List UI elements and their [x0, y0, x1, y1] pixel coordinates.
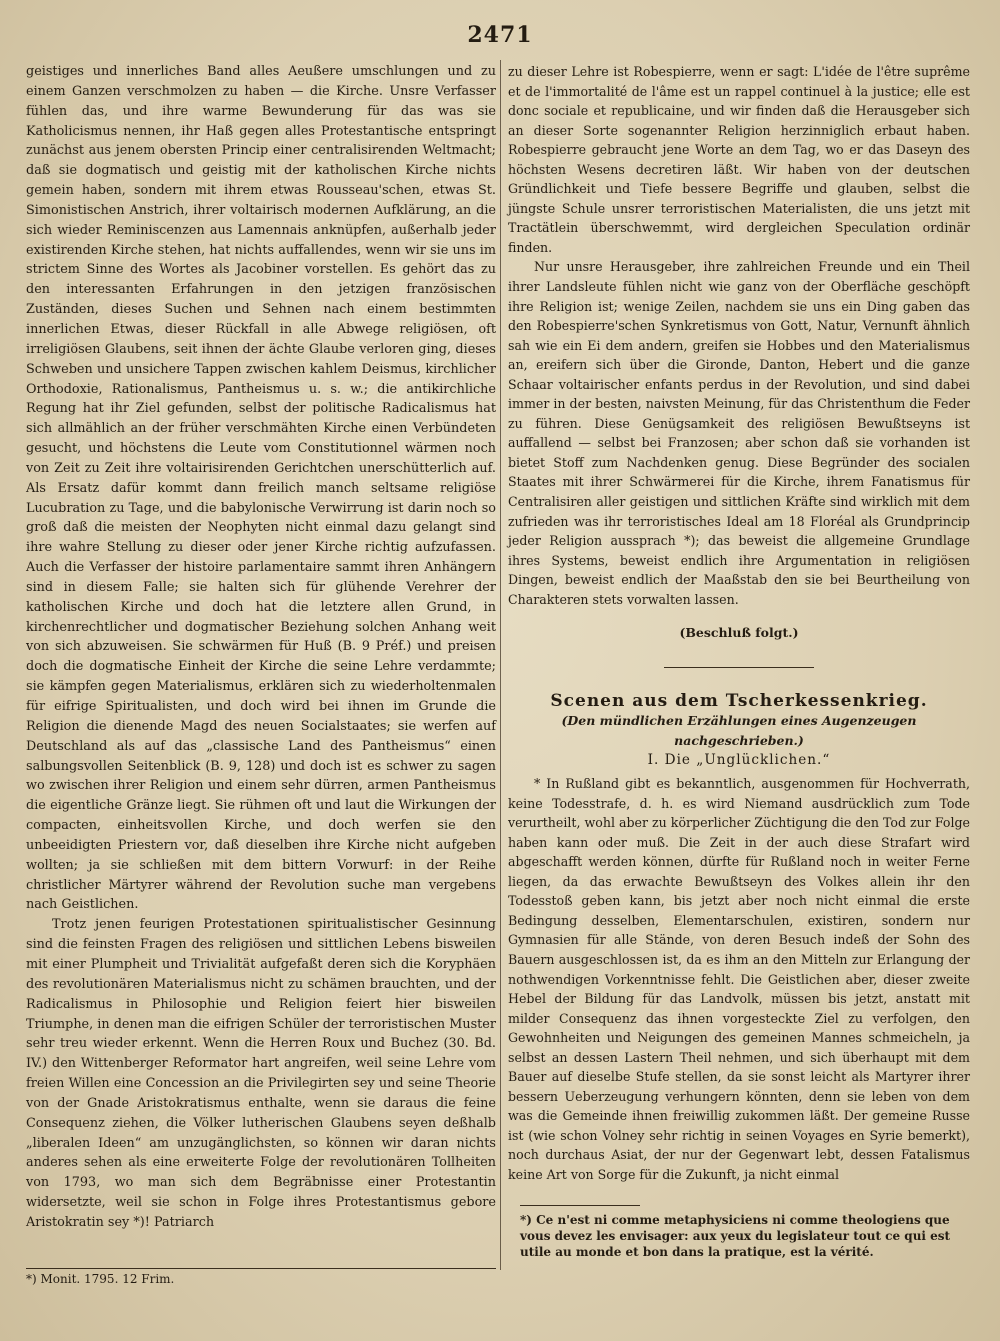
article-chapter: I. Die „Unglücklichen.“ [647, 751, 831, 768]
article-body: * In Rußland gibt es bekanntlich, ausgenommen für Hochverrath, keine Todesstrafe, d. h. es wird Niemand ausdrücklich zum Tode verurtheilt, wohl aber zu körperlicher Züchtigung die den Tod zur Folge haben kann oder muß. Die Zeit in der auch diese Strafart wird abgeschafft werden können, dürfte für Rußland noch in weiter Ferne liegen, da das erwachte Bewußtseyn des Volkes allein ihr den Todesstoß geben kann, bis jetzt aber noch nicht einmal die erste Bedingung desselben, Elementarschulen, existiren, sondern nur Gymnasien für alle Stände, von deren Besuch indeß der Sohn des Bauern ausgeschlossen ist, da es ihm an den Mitteln zur Erlangung der nothwendigen Vorkenntnisse fehlt. Die Geistlichen aber, dieser zweite Hebel der Bildung für das Landvolk, müssen bis jetzt, anstatt mit milder Consequenz das ihnen vorgesteckte Ziel zu verfolgen, den Gewohnheiten und Neigungen des gemeinen Mannes schmeicheln, ja selbst an dessen Lastern Theil nehmen, und sich überhaupt mit dem Bauer auf dieselbe Stufe stellen, da sie sonst leicht als Martyrer ihrer bessern Ueberzeugung verhungern könnten, denn sie leben von dem was die Gemeinde ihnen freiwillig zukommen läßt. Der gemeine Russe ist (wie schon Volney sehr richtig in seinen Voyages en Syrie bemerkt), noch durchaus Asiat, der nur der Gegenwart lebt, dessen Fatalismus keine Art von Sorge für die Zukunft, ja nicht einmal [508, 776, 970, 1182]
left-column [26, 62, 496, 1233]
column-divider [500, 60, 501, 1270]
right-paragraph-2: Nur unsre Herausgeber, ihre zahlreichen Freunde und ein Theil ihrer Landsleute fühlen nicht wie ganz von der Oberfläche geschöpft ihre Religion ist; wenige Zeilen, nachdem sie uns ein Ding gaben das den Robespierre'schen Synkretismus von Gott, Natur, Vernunft ähnlich sah wie ein Ei dem andern, greifen sie Hobbes und den Materialismus an, ereifern sich über die Gironde, Danton, Hebert und die ganze Schaar voltairischer enfants perdus in der Revolution, und sind dabei immer in der besten, naivsten Meinung, für das Christenthum die Feder zu führen. Diese Genügsamkeit des religiösen Bewußtseyns ist auffallend — selbst bei Franzosen; aber schon daß sie vorhanden ist bietet Stoff zum Nachdenken genug. Diese Begründer des socialen Staates mit ihrer Schwärmerei für die Kirche, ihrem Fanatismus für Centralisiren aller geistigen und sittlichen Kräfte sind wirklich mit dem zufrieden was ihr terroristisches Ideal am 18 Floréal als Grundprincip jeder Religion aussprach *); das beweist die allgemeine Grundlage ihres Systems, beweist endlich ihre Argumentation in religiösen Dingen, beweist endlich der Maaßstab den sie bei Beurtheilung von Charakteren stets vorwalten lassen. [508, 259, 970, 607]
page-number: 2471 [467, 22, 533, 48]
right-footnote: *) Ce n'est ni comme metaphysiciens ni comme theologiens que vous devez les envisager: aux yeux du legislateur tout ce qui est utile au monde et bon dans la pratique, est la vérité. [520, 1213, 951, 1259]
article-subtitle: (Den mündlichen Erzählungen eines Augenzeugen nachgeschrieben.) [561, 713, 917, 748]
left-footnote: *) Monit. 1795. 12 Frim. [26, 1268, 496, 1286]
left-paragraph-1: geistiges und innerliches Band alles Aeußere umschlungen und zu einem Ganzen verschmolzen zu haben — die Kirche. Unsre Verfasser fühlen das, und ihre warme Bewunderung für das was sie Katholicismus nennen, ihr Haß gegen alles Protestantische entspringt zunächst aus jenem obersten Princip einer centralisirenden Weltmacht; daß sie dogmatisch und geistig mit der katholischen Kirche nichts gemein haben, sondern mit ihrem etwas Rousseau'schen, etwas St. Simonistischen Anstrich, ihrer voltairisch modernen Aufklärung, an die sich wieder Reminiscenzen aus Lamennais anknüpfen, außerhalb jeder existirenden Kirche stehen, hat nichts auffallendes, wenn wir sie uns im strictem Sinne des Wortes als Jacobiner vorstellen. Es gehört das zu den interessanten Erfahrungen in den jetzigen französischen Zuständen, dieses Suchen und Sehnen nach einem bestimmten innerlichen Etwas, dieser Rückfall in alle Abwege religiösen, oft irreligiösen Glaubens, seit ihnen der ächte Glaube verloren ging, dieses Schweben und unsichere Tappen zwischen kahlem Deismus, kirchlicher Orthodoxie, Rationalismus, Pantheismus u. s. w.; die antikirchliche Regung hat ihr Ziel gefunden, selbst der politische Radicalismus hat sich allmählich an der früher verschmähten Kirche einen Verbündeten gesucht, und höchstens die Leute vom Constitutionnel wärmen noch von Zeit zu Zeit ihre voltairisirenden Gerichtchen unerschütterlich auf. Als Ersatz dafür kommt dann freilich manch seltsame religiöse Lucubration zu Tage, und die babylonische Verwirrung ist darin noch so groß daß die meisten der Neophyten nicht einmal dazu gelangt sind ihre wahre Stellung zu dieser oder jener Kirche richtig aufzufassen. Auch die Verfasser der histoire parlamentaire sammt ihren Anhängern sind in diesem Falle; sie halten sich für glühende Verehrer der katholischen Kirche und doch hat die letztere allen Grund, in kirchenrechtlicher und dogmatischer Beziehung solchen Anhang weit von sich abzuweisen. Sie schwärmen für Huß (B. 9 Préf.) und preisen doch die dogmatische Einheit der Kirche die seine Lehre verdammte; sie kämpfen gegen Materialismus, erklären sich zu wiederholtenmalen für eifrige Spiritualisten, und doch wird bei ihnen im Grunde die Religion die dienende Magd des neuen Socialstaates; sie werfen auf Deutschland als auf das „classische Land des Pantheismus“ einen salbungsvollen Seitenblick (B. 9, 128) und doch ist es schwer zu sagen wo zwischen ihrer Religion und einem sehr dürren, armen Pantheismus die eigentliche Gränze liegt. Sie rühmen oft und laut die Wirkungen der compacten, einheitsvollen Kirche, und doch werfen sie den unbeeidigten Priestern vor, daß dieselben ihre Kirche nicht aufgeben wollten; ja sie schließen mit dem bittern Vorwurf: in der Reihe christlicher Märtyrer während der Revolution suche man vergebens nach Geistlichen. [26, 64, 496, 913]
section-divider [664, 667, 814, 668]
footnote-rule [520, 1205, 640, 1206]
right-column [508, 62, 970, 1185]
conclusion-note: (Beschluß folgt.) [679, 625, 799, 641]
article-title: Scenen aus dem Tscherkessenkrieg. [550, 690, 928, 711]
right-paragraph-1: zu dieser Lehre ist Robespierre, wenn er sagt: L'idée de l'être suprême et de l'immortalité de l'âme est un rappel continuel à la justice; elle est donc sociale et republicaine, und wir finden daß die Herausgeber sich an dieser Sorte sogenannter Religion herzinniglich erbaut haben. Robespierre gebraucht jene Worte an dem Tag, wo er das Daseyn des höchsten Wesens decretiren läßt. Wir haben von der deutschen Gründlichkeit und Tiefe bessere Begriffe und glauben, selbst die jüngste Schule unsrer terroristischen Materialisten, die uns jetzt mit Tractätlein überschwemmt, wird dergleichen Speculation ordinär finden. [508, 64, 970, 255]
left-paragraph-2: Trotz jenen feurigen Protestationen spiritualistischer Gesinnung sind die feinsten Fragen des religiösen und sittlichen Lebens bisweilen mit einer Plumpheit und Trivialität aufgefaßt deren sich die Koryphäen des revolutionären Materialismus nicht zu schämen brauchten, und der Radicalismus in Philosophie und Religion feiert hier bisweilen Triumphe, in denen man die eifrigen Schüler der terroristischen Muster sehr treu wieder erkennt. Wenn die Herren Roux und Buchez (30. Bd. IV.) den Wittenberger Reformator hart angreifen, weil seine Lehre vom freien Willen eine Concession an die Privilegirten sey und seine Theorie von der Gnade Aristokratismus enthalte, wenn sie daraus die feine Consequenz ziehen, die Völker lutherischen Glaubens seyen deßhalb „liberalen Ideen“ am unzugänglichsten, so können wir daran nichts anderes sehen als eine erweiterte Folge der revolutionären Tollheiten von 1793, wo man sich dem Begräbnisse einer Protestantin widersetzte, weil sie schon in Folge ihres Protestantismus gebore Aristokratin sey *)! Patriarch [26, 917, 496, 1230]
